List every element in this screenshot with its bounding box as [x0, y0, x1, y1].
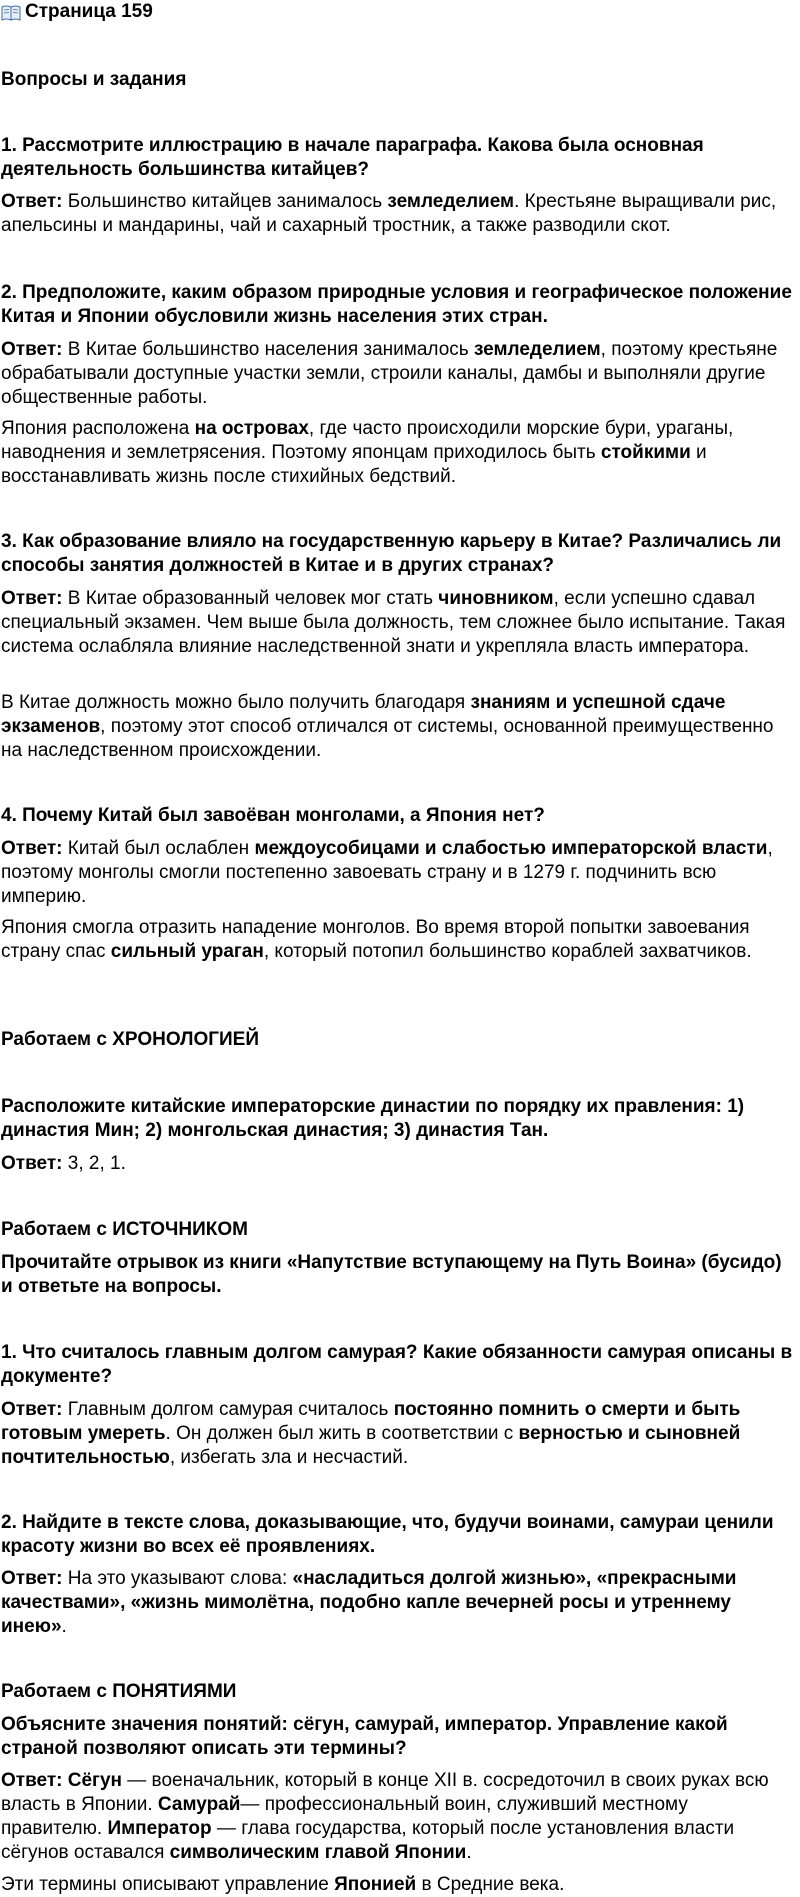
concepts-answer-paragraph-2: Эти термины описывают управление Японией в Средние века.: [1, 1874, 565, 1895]
question-2: 2. Предположите, каким образом природные условия и географическое положение Китая и Японии обусловили жизнь населения этих стран.: [1, 282, 792, 327]
answer-2-paragraph-2: Япония расположена на островах, где часто происходили морские бури, ураганы, наводнения и землетрясения. Поэтому японцам приходилось быть стойкими и восстанавливать жизнь после стихийных бедствий.: [1, 418, 734, 487]
page-title: Страница 159: [25, 1, 153, 22]
question-1: 1. Рассмотрите иллюстрацию в начале параграфа. Какова была основная деятельность большинства китайцев?: [1, 135, 704, 180]
question-4: 4. Почему Китай был завоёван монголами, а Япония нет?: [1, 805, 545, 826]
answer-4-paragraph-2: Япония смогла отразить нападение монголов. Во время второй попытки завоевания страну спас сильный ураган, который потопил большинство кораблей захватчиков.: [1, 917, 752, 962]
answer-3: Ответ: В Китае образованный человек мог стать чиновником, если успешно сдавал специальный экзамен. Чем выше была должность, тем сложнее было испытание. Такая система ослабляла влияние наследственной знати и укрепляла власть императора.: [1, 588, 786, 657]
chronology-task: Расположите китайские императорские династии по порядку их правления: 1) династия Мин; 2) монгольская династия; 3) династия Тан.: [1, 1096, 745, 1141]
answer-2: Ответ: В Китае большинство населения занималось земледелием, поэтому крестьяне обрабатывали доступные участки земли, строили каналы, дамбы и выполняли другие общественные работы.: [1, 339, 778, 408]
concepts-task: Объясните значения понятий: сёгун, самурай, император. Управление какой страной позволяют описать эти термины?: [1, 1714, 728, 1759]
section-title: Вопросы и задания: [1, 69, 187, 90]
source-answer-2: Ответ: На это указывают слова: «насладиться долгой жизнью», «прекрасными качествами», «жизнь мимолётна, подобно капле вечерней росы и утреннему инею».: [1, 1568, 737, 1637]
chronology-heading: Работаем с ХРОНОЛОГИЕЙ: [1, 1029, 259, 1050]
source-answer-1: Ответ: Главным долгом самурая считалось постоянно помнить о смерти и быть готовым умереть. Он должен был жить в соответствии с верностью и сыновней почтительностью, избегать зла и несчастий.: [1, 1399, 741, 1468]
source-task: Прочитайте отрывок из книги «Напутствие вступающему на Путь Воина» (бусидо) и ответьте на вопросы.: [1, 1252, 782, 1297]
concepts-answer: Ответ: Сёгун — военачальник, который в конце XII в. сосредоточил в своих руках всю власть в Японии. Самурай— профессиональный воин, служивший местному правителю. Император — глава государства, который после установления власти сёгунов оставался символическим главой Японии.: [1, 1770, 769, 1863]
question-3: 3. Как образование влияло на государственную карьеру в Китае? Различались ли способы занятия должностей в Китае и в других странах?: [1, 531, 782, 576]
answer-4: Ответ: Китай был ослаблен междоусобицами и слабостью императорской власти, поэтому монголы смогли постепенно завоевать страну и в 1279 г. подчинить всю империю.: [1, 838, 773, 907]
source-heading: Работаем с ИСТОЧНИКОМ: [1, 1219, 248, 1240]
chronology-answer: Ответ: 3, 2, 1.: [1, 1153, 126, 1174]
answer-1: Ответ: Большинство китайцев занималось земледелием. Крестьяне выращивали рис, апельсины и мандарины, чай и сахарный тростник, а также разводили скот.: [1, 191, 777, 236]
concepts-heading: Работаем с ПОНЯТИЯМИ: [1, 1681, 237, 1702]
source-question-2: 2. Найдите в тексте слова, доказывающие, что, будучи воинами, самураи ценили красоту жизни во всех её проявлениях.: [1, 1512, 774, 1557]
answer-3-paragraph-2: В Китае должность можно было получить благодаря знаниям и успешной сдаче экзаменов, поэтому этот способ отличался от системы, основанной преимущественно на наследственном происхождении.: [1, 692, 774, 761]
book-icon: [1, 4, 21, 20]
page-header: [1, 0, 793, 24]
answer-label: Ответ:: [1, 191, 63, 212]
source-question-1: 1. Что считалось главным долгом самурая? Какие обязанности самурая описаны в документе?: [1, 1342, 793, 1387]
